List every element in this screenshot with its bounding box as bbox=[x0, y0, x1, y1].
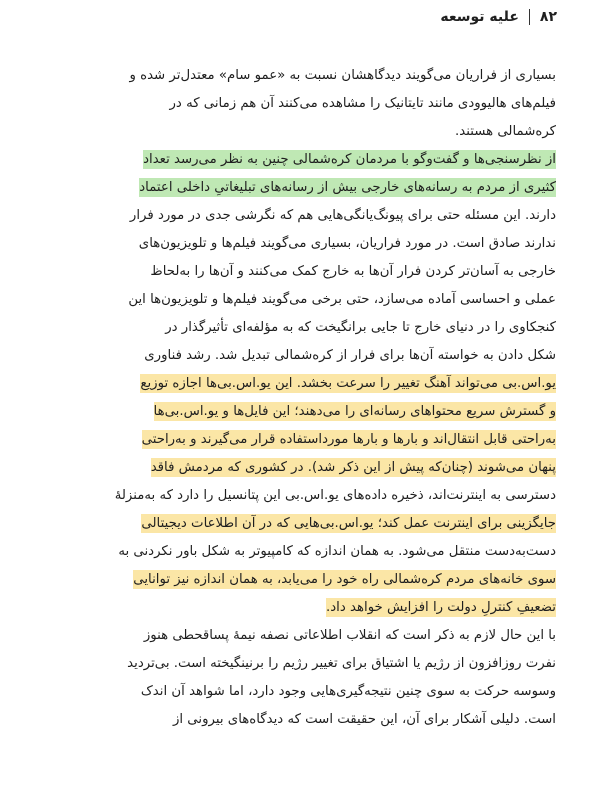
header-divider bbox=[529, 9, 530, 25]
text-line: بسیاری از فراریان می‌گویند دیدگاهشان نسبت به «عمو سام» معتدل‌تر شده و bbox=[129, 68, 556, 83]
text-line: وسوسه حرکت به سوی چنین نتیجه‌گیری‌هایی وجود دارد، اما شواهد آن اندک bbox=[140, 684, 556, 699]
text-line: از نظرسنجی‌ها و گفت‌وگو با مردمان کره‌شمالی چنین به نظر می‌رسد تعداد bbox=[143, 152, 556, 167]
page-body bbox=[52, 62, 556, 734]
text-line: و گسترش سریع محتواهای رسانه‌ای را می‌دهند؛ این فایل‌ها و یو.اس.بی‌ها bbox=[153, 404, 556, 419]
text-line: دسترسی به اینترنت‌اند، ذخیره داده‌های یو.اس.بی این پتانسیل را دارد که به‌منزلهٔ bbox=[114, 488, 556, 503]
text-line: کثیری از مردم به رسانه‌های خارجی بیش از رسانه‌های تبلیغاتیِ داخلی اعتماد bbox=[139, 180, 556, 195]
text-line: نفرت روزافزون از رژیم یا اشتیاق برای تغییر رژیم را برنینگیخته است. بی‌تردید bbox=[127, 656, 556, 671]
text-line: ندارند صادق است. در مورد فراریان، بسیاری می‌گویند فیلم‌ها و تلویزیون‌های bbox=[138, 236, 556, 251]
text-line: فیلم‌های هالیوودی مانند تایتانیک را مشاهده می‌کنند آن هم زمانی که در bbox=[169, 96, 556, 111]
text-line: شکل دادن به خواسته آن‌ها برای فرار از کره‌شمالی تبدیل شد. رشد فناوری bbox=[144, 348, 556, 363]
text-line: یو.اس.بی می‌تواند آهنگ تغییر را سرعت بخشد. این یو.اس.بی‌ها اجازه توزیع bbox=[140, 376, 556, 391]
text-line: خارجی به آسان‌تر کردن فرار آن‌ها به خارج کمک می‌کنند و آن‌ها را به‌لحاظ bbox=[150, 264, 556, 279]
page-number: ۸۲ bbox=[539, 9, 557, 25]
text-line: دارند. این مسئله حتی برای پیونگ‌یانگی‌هایی هم که نگرشی جدی در مورد فرار bbox=[129, 208, 556, 223]
text-line: جایگزینی برای اینترنت عمل کند؛ یو.اس.بی‌هایی که در آن اطلاعات دیجیتالی bbox=[141, 516, 556, 531]
text-line: دست‌به‌دست منتقل می‌شود. به همان اندازه که کامپیوتر به شکل باور نکردنی به bbox=[118, 544, 556, 559]
text-line: است. دلیلی آشکار برای آن، این حقیقت است که دیدگاه‌های بیرونی از bbox=[172, 712, 556, 727]
text-line: کنجکاوی را در دنیای خارج تا جایی برانگیخت که به مؤلفه‌ای تأثیرگذار در bbox=[165, 320, 556, 335]
text-line: عملی و احساسی آماده می‌سازد، حتی برخی می‌گویند فیلم‌ها و تلویزیون‌ها این bbox=[128, 292, 556, 307]
text-line: به‌راحتی قابل انتقال‌اند و بارها و بارها مورداستفاده قرار می‌گیرند و به‌راحتی bbox=[141, 432, 556, 447]
book-title: علیه توسعه bbox=[440, 9, 519, 25]
text-line: سوی خانه‌های مردم کره‌شمالی راه خود را می‌یابد، به همان اندازه نیز توانایی bbox=[133, 572, 556, 587]
text-line: با این حال لازم به ذکر است که انقلاب اطلاعاتی نصفه نیمهٔ پساقحطی هنوز bbox=[143, 628, 556, 643]
text-line: کره‌شمالی هستند. bbox=[455, 124, 556, 139]
page-header bbox=[40, 4, 557, 30]
text-line: پنهان می‌شوند (چنان‌که پیش از این ذکر شد). در کشوری که مردمش فاقد bbox=[150, 460, 556, 475]
text-line: تضعیفِ کنترلِ دولت را افزایش خواهد داد. bbox=[326, 600, 556, 615]
